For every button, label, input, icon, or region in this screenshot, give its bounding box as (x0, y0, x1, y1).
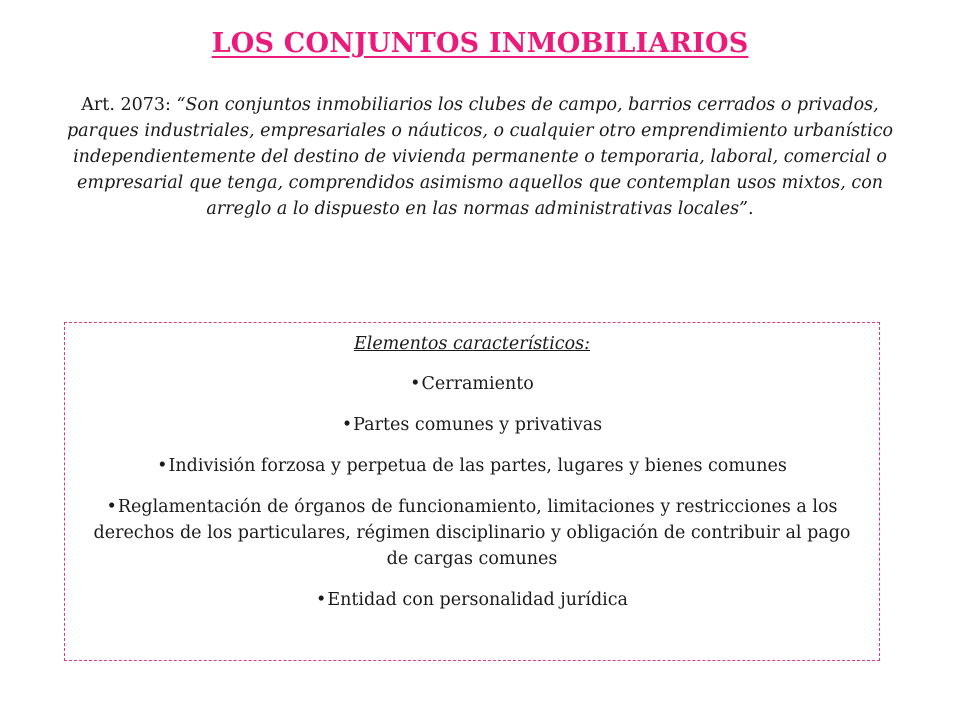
element-list (65, 371, 879, 613)
bullet-icon: • (157, 456, 168, 476)
list-item-text: Indivisión forzosa y perpetua de las partes, lugares y bienes comunes (168, 456, 787, 476)
box-heading: Elementos característicos: (353, 334, 591, 354)
bullet-icon: • (315, 590, 327, 610)
list-item-text: Partes comunes y privativas (353, 415, 603, 435)
characteristic-elements-box (64, 322, 880, 661)
article-label: Art. 2073: (81, 95, 177, 115)
list-item-text: Reglamentación de órganos de funcionamiento, limitaciones y restricciones a los derechos de los particulares, régimen disciplinario y obligación de contribuir al pago de cargas comunes (93, 497, 851, 569)
list-item (81, 587, 863, 613)
list-item-text: Cerramiento (421, 374, 534, 394)
bullet-icon: • (341, 415, 353, 435)
list-item (81, 494, 863, 572)
article-paragraph (52, 92, 908, 222)
article-end: . (748, 199, 754, 219)
list-item-text: Entidad con personalidad jurídica (327, 590, 628, 610)
list-item (81, 412, 863, 438)
slide-title: LOS CONJUNTOS INMOBILIARIOS (211, 28, 749, 59)
article-quote: “Son conjuntos inmobiliarios los clubes de campo, barrios cerrados o privados, parques industriales, empresariales o náuticos, o cualquier otro emprendimiento urbanístico independientemente del destino de vivienda permanente o temporaria, laboral, comercial o empresarial que tenga, comprendidos asimismo aquellos que contemplan usos mixtos, con arreglo a lo dispuesto en las normas administrativas locales” (66, 95, 894, 219)
list-item (81, 371, 863, 397)
bullet-icon: • (410, 374, 421, 394)
list-item (81, 453, 863, 479)
bullet-icon: • (106, 497, 117, 517)
